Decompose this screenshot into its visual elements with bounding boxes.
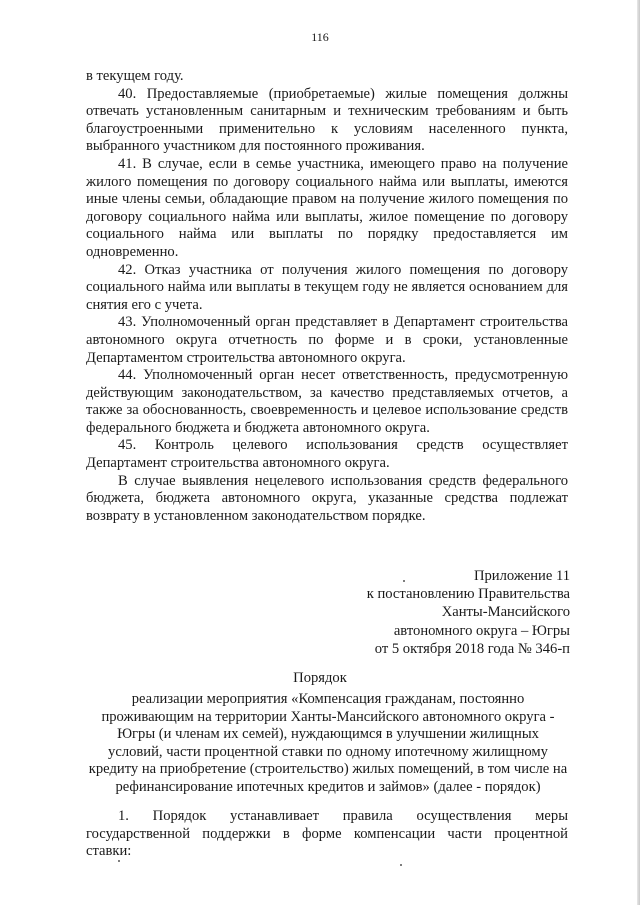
appendix-line-3: Ханты-Мансийского [441, 604, 570, 621]
paragraph-40: 40. Предоставляемые (приобретаемые) жилые помещения должны отвечать установленным санитарным и техническим требованиям и быть благоустроенными применительно к условиям населенного пункта, выбранного участником для постоянного проживания. [86, 85, 568, 155]
paragraph-misuse: В случае выявления нецелевого использования средств федерального бюджета, бюджета автономного округа, указанные средства подлежат возврату в установленном законодательством порядке. [86, 472, 568, 524]
paragraph-42: 42. Отказ участника от получения жилого помещения по договору социального найма или выплаты в текущем году не является основанием для снятия его с учета. [86, 261, 568, 313]
paragraph-44: 44. Уполномоченный орган несет ответственность, предусмотренную действующим законодательством, за качество представляемых отчетов, а также за обоснованность, своевременность и целевое использование средств федерального бюджета и бюджета автономного округа. [86, 367, 568, 436]
order-title: Порядок [293, 670, 347, 686]
page-number: 116 [311, 30, 329, 44]
scan-speck [118, 860, 120, 862]
paragraph-43: 43. Уполномоченный орган представляет в Департамент строительства автономного округа отчетность по форме и в сроки, установленные Департаментом строительства автономного округа. [86, 314, 568, 366]
scan-speck [400, 864, 402, 866]
appendix-line-1: Приложение 11 [473, 568, 570, 584]
paragraph-continuation: в текущем году. [86, 68, 184, 84]
scan-speck [403, 580, 405, 582]
document-body [86, 68, 568, 525]
appendix-line-4: автономного округа – Югры [393, 622, 570, 639]
appendix-line-5: от 5 октября 2018 года № 346-п [374, 640, 570, 657]
appendix-header [367, 567, 570, 658]
clause-1: 1. Порядок устанавливает правила осуществления меры государственной поддержки в форме компенсации части процентной ставки: [86, 808, 568, 860]
order-subtitle: реализации мероприятия «Компенсация гражданам, постоянно проживающим на территории Ханты-Мансийского автономного округа - Югры (и членам их семей), нуждающимся в улучшении жилищных условий, части процентной ставки по одному ипотечному жилищному кредиту на приобретение (строительство) жилых помещений, в том числе на рефинансирование ипотечных кредитов и займов» (далее - порядок) [88, 691, 568, 795]
appendix-line-2: к постановлению Правительства [366, 586, 570, 603]
paragraph-41: 41. В случае, если в семье участника, имеющего право на получение жилого помещения по договору социального найма или выплаты, имеются иные члены семьи, обладающие правом на получение жилого помещения по договору социального найма или выплаты, жилое помещение по договору социального найма или выплаты по порядку предоставляется им одновременно. [86, 155, 568, 260]
paragraph-45: 45. Контроль целевого использования средств осуществляет Департамент строительства автономного округа. [86, 437, 568, 472]
